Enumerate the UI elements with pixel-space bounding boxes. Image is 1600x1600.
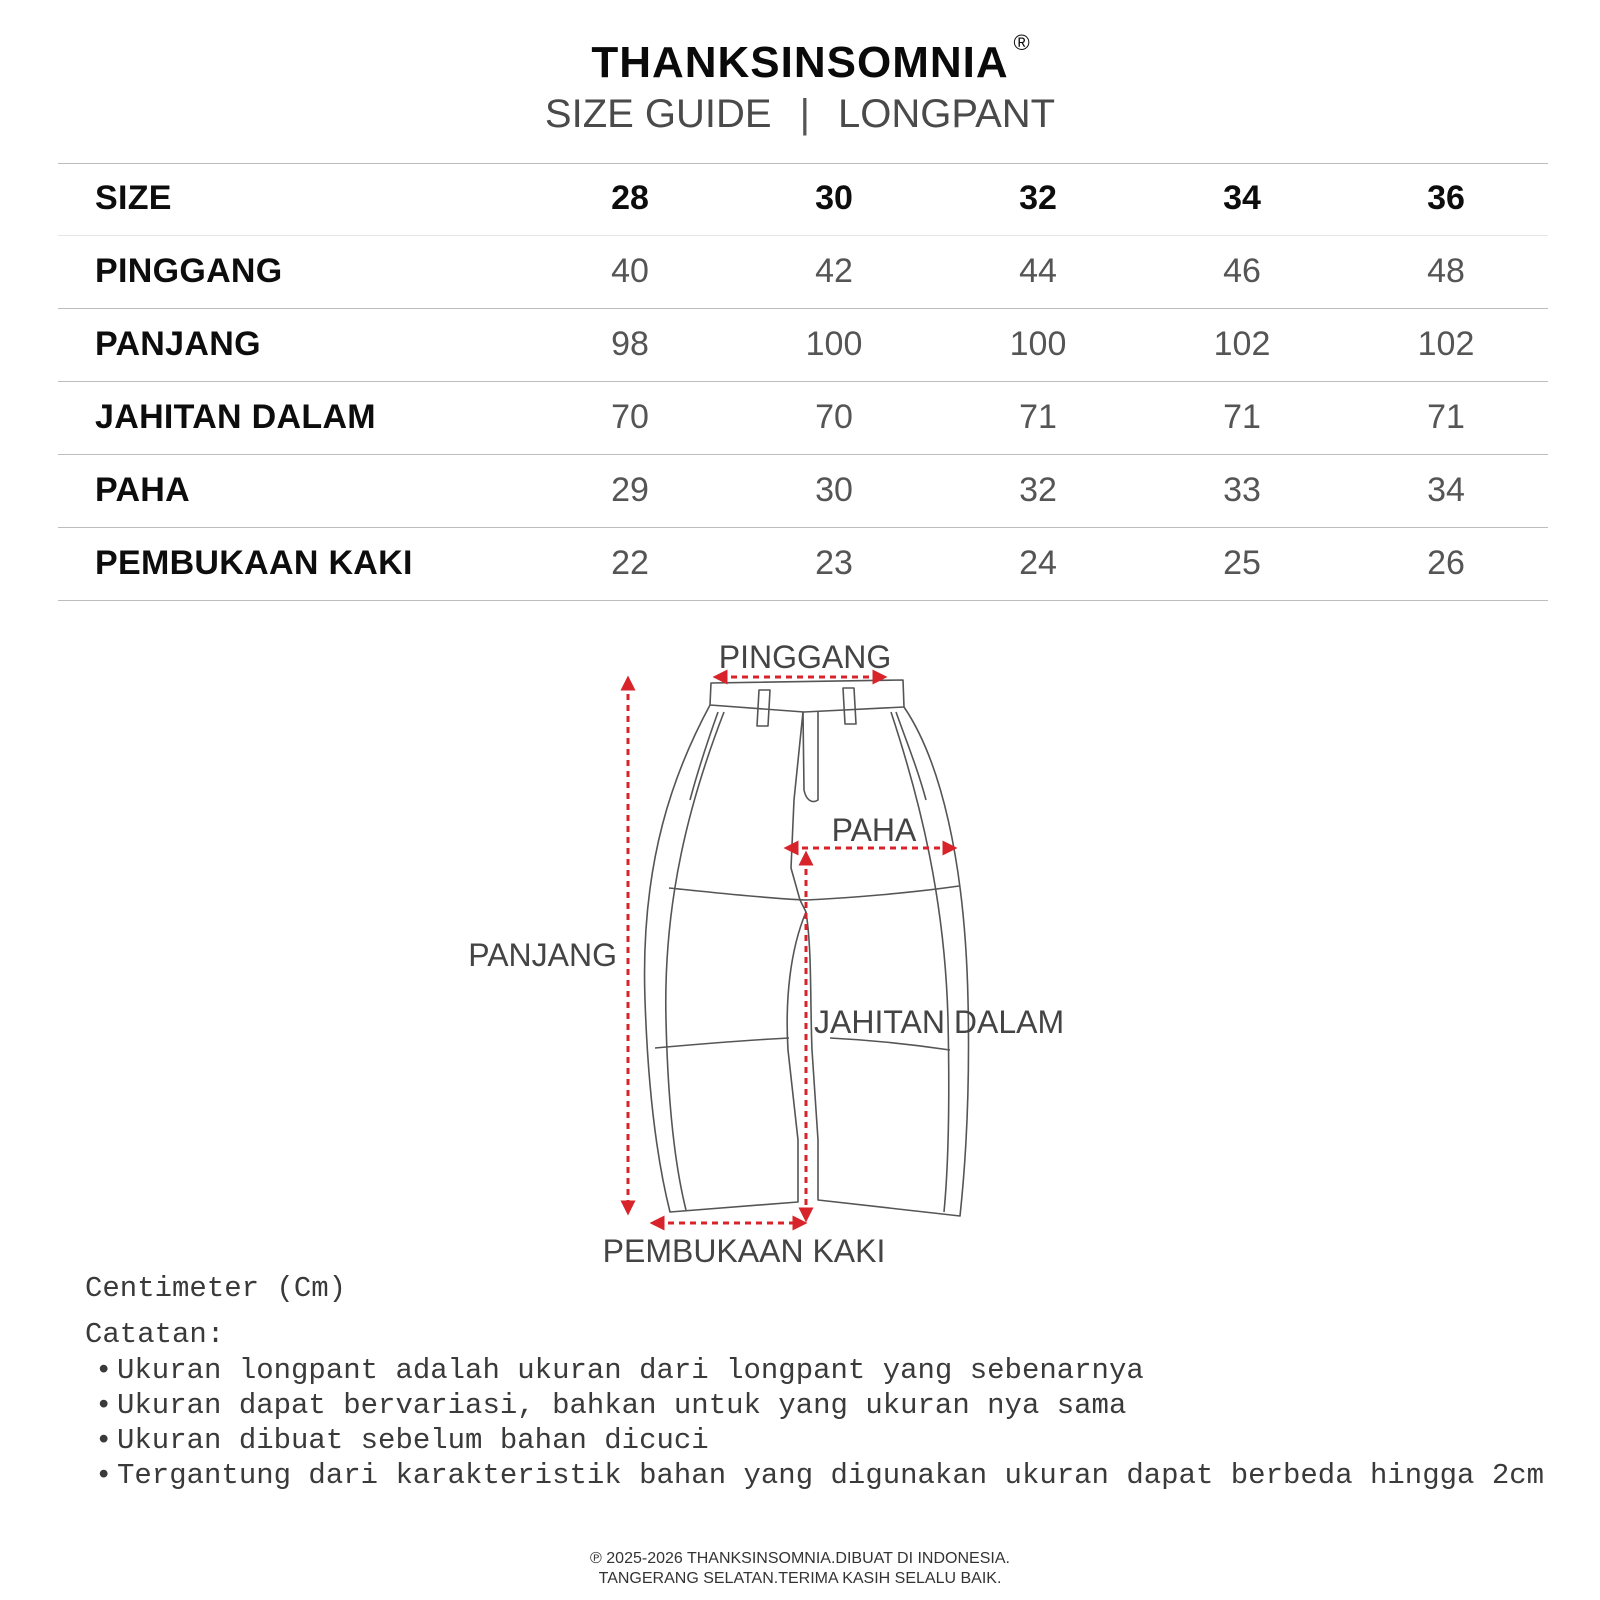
brand-name: THANKSINSOMNIA (591, 38, 1009, 87)
footer-copyright: ℗ 2025-2026 THANKSINSOMNIA.DIBUAT DI INDONESIA. (590, 1550, 1010, 1567)
registered-mark: ® (1013, 30, 1031, 55)
table-cell: 46 (1140, 235, 1344, 308)
table-cell: 71 (1344, 381, 1548, 454)
table-cell: 22 (528, 527, 732, 600)
bullet: • (95, 1354, 113, 1387)
table-cell: 71 (1140, 381, 1344, 454)
table-cell: 98 (528, 308, 732, 381)
list-item (95, 1459, 1544, 1494)
bullet: • (95, 1459, 113, 1492)
header-size: 36 (1344, 163, 1548, 235)
fly-stitch (803, 712, 818, 802)
subtitle-separator: | (799, 92, 810, 136)
table-cell: 40 (528, 235, 732, 308)
table-cell: 102 (1140, 308, 1344, 381)
table-cell: 33 (1140, 454, 1344, 527)
leg-opening-label: PEMBUKAAN KAKI (602, 1233, 886, 1269)
list-item (95, 1354, 1544, 1389)
row-label: PAHA (58, 454, 528, 527)
table-cell: 100 (936, 308, 1140, 381)
notes-list (95, 1354, 1544, 1494)
table-cell: 30 (732, 454, 936, 527)
list-item (95, 1389, 1544, 1424)
note-text: Ukuran dibuat sebelum bahan dicuci (117, 1424, 709, 1457)
table-cell: 42 (732, 235, 936, 308)
table-cell: 29 (528, 454, 732, 527)
subtitle-product: LONGPANT (838, 92, 1056, 136)
table-cell: 71 (936, 381, 1140, 454)
waist-label: PINGGANG (718, 639, 892, 675)
table-cell: 26 (1344, 527, 1548, 600)
waistband (710, 680, 904, 712)
bullet: • (95, 1424, 113, 1457)
notes-title: Catatan: (85, 1318, 225, 1351)
list-item (95, 1424, 1544, 1459)
table-cell: 24 (936, 527, 1140, 600)
row-label: JAHITAN DALAM (58, 381, 528, 454)
note-text: Tergantung dari karakteristik bahan yang digunakan ukuran dapat berbeda hingga 2cm (117, 1459, 1545, 1492)
note-text: Ukuran dapat bervariasi, bahkan untuk yang ukuran nya sama (117, 1389, 1127, 1422)
table-cell: 25 (1140, 527, 1344, 600)
measurement-arrows (628, 677, 950, 1223)
table-cell: 102 (1344, 308, 1548, 381)
belt-loop-right (843, 688, 856, 724)
header-size: 34 (1140, 163, 1344, 235)
length-label: PANJANG (468, 937, 617, 973)
row-label: PINGGANG (58, 235, 528, 308)
table-cell: 100 (732, 308, 936, 381)
upper-panel-seam (669, 886, 959, 900)
footer (0, 1549, 1600, 1589)
left-leg-outline (645, 705, 806, 1212)
left-pocket (690, 712, 718, 800)
note-text: Ukuran longpant adalah ukuran dari longpant yang sebenarnya (117, 1354, 1144, 1387)
row-label: PEMBUKAAN KAKI (58, 527, 528, 600)
table-cell: 23 (732, 527, 936, 600)
header-size: 30 (732, 163, 936, 235)
bullet: • (95, 1389, 113, 1422)
subtitle-size-guide: SIZE GUIDE (544, 92, 772, 136)
unit-note: Centimeter (Cm) (85, 1272, 347, 1305)
footer-location: TANGERANG SELATAN.TERIMA KASIH SELALU BAIK. (598, 1570, 1002, 1587)
right-pocket (896, 712, 926, 800)
inseam-label: JAHITAN DALAM (814, 1004, 1065, 1040)
header-label: SIZE (58, 163, 528, 235)
table-cell: 70 (528, 381, 732, 454)
table-cell: 32 (936, 454, 1140, 527)
header-size: 32 (936, 163, 1140, 235)
table-cell: 70 (732, 381, 936, 454)
thigh-label: PAHA (831, 812, 917, 848)
table-cell: 48 (1344, 235, 1548, 308)
table-cell: 44 (936, 235, 1140, 308)
row-label: PANJANG (58, 308, 528, 381)
table-cell: 34 (1344, 454, 1548, 527)
header-size: 28 (528, 163, 732, 235)
